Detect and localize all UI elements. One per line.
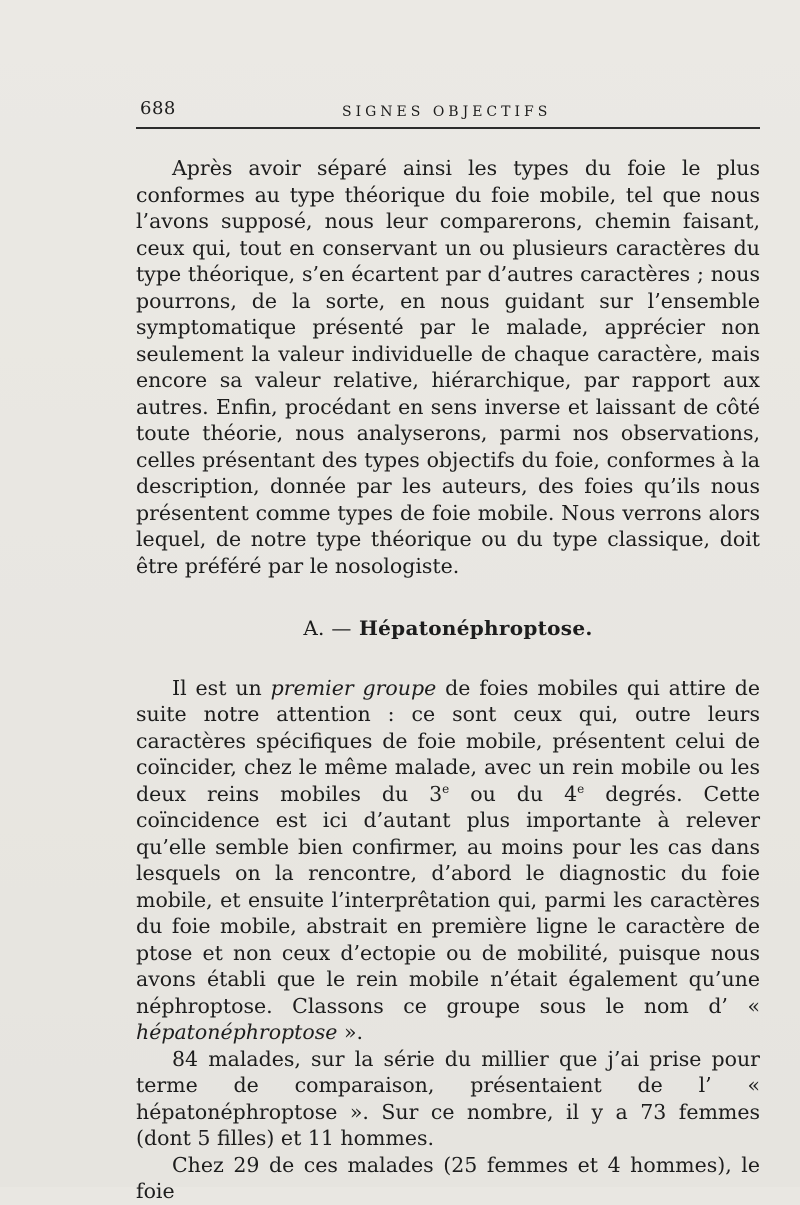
paragraph-2 [136, 675, 760, 1046]
paragraph-2-emphasis-2: hépatonéphroptose [136, 1020, 338, 1044]
running-title: SIGNES OBJECTIFS [342, 104, 552, 120]
paragraph-1: Après avoir séparé ainsi les types du foie le plus conformes au type théorique du foie mobile, tel que nous l’avons supposé, nous leur comparerons, chemin faisant, ceux qui, tout en conservant un ou plusieurs caractères du type théorique, s’en écartent par d’autres caractères ; nous pourrons, de la sorte, en nous guidant sur l’ensemble symptomatique présenté par le malade, apprécier non seulement la valeur individuelle de chaque caractère, mais encore sa valeur relative, hiérarchique, par rapport aux autres. Enfin, procédant en sens inverse et laissant de côté toute théorie, nous analyserons, parmi nos observations, celles présentant des types objectifs du foie, conformes à la description, donnée par les auteurs, des foies qu’ils nous présentent comme types de foie mobile. Nous verrons alors lequel, de notre type théorique ou du type classique, doit être préféré par le nosologiste. [136, 156, 760, 578]
paragraph-2-text-e: ». [343, 1020, 364, 1044]
section-heading [136, 615, 760, 642]
paragraph-2-text-b: de foies mobiles qui attire de suite notre attention : ce sont ceux qui, outre leurs caractères spécifiques de foie mobile, présentent celui de coïncider, chez le même malade, avec un rein mobile ou les deux reins mobiles du 3 [136, 675, 760, 806]
section-heading-letter: A. — [303, 616, 352, 640]
header-rule [136, 127, 760, 129]
paragraph-2-superscript-2: e [577, 781, 585, 796]
paragraph-4: Chez 29 de ces malades (25 femmes et 4 hommes), le foie [136, 1152, 760, 1203]
paragraph-2-text-c: ou du 4 [470, 781, 578, 806]
paragraph-2-text-a: Il est un [172, 675, 262, 700]
paragraph-2-text-d: degrés. Cette coïncidence est ici d’autant plus importante à relever qu’elle semble bien confirmer, au moins pour les cas dans lesquels on la rencontre, d’abord le diagnostic du foie mobile, et ensuite l’interprêtation qui, parmi les caractères du foie mobile, abstrait en première ligne le caractère de ptose et non ceux d’ectopie ou de mobilité, puisque nous avons établi que le rein mobile n’était également qu’une néphroptose. Classons ce groupe sous le nom d’ « [136, 781, 760, 1018]
paragraph-2-superscript-1: e [442, 781, 450, 796]
page-number: 688 [140, 98, 176, 119]
body-text [136, 155, 760, 1205]
page-header [136, 92, 760, 124]
paragraph-3: 84 malades, sur la série du millier que j’ai prise pour terme de comparaison, présentaient de l’ « hépatonéphroptose ». Sur ce nombre, il y a 73 femmes (dont 5 filles) et 11 hommes. [136, 1046, 760, 1150]
paragraph-2-emphasis: premier groupe [270, 675, 437, 700]
section-heading-title: Hépatonéphroptose. [358, 616, 593, 640]
